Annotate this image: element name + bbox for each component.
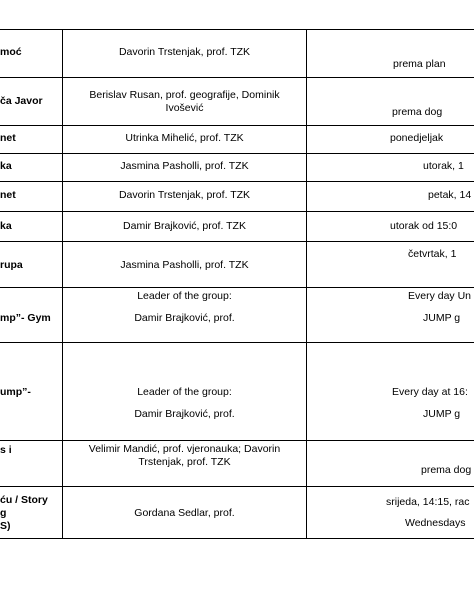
row-divider bbox=[0, 538, 474, 539]
schedule-text: Every day at 16: bbox=[392, 386, 468, 398]
teacher-name: Damir Brajković, prof. bbox=[134, 312, 235, 324]
teacher-name: Jasmina Pasholli, prof. TZK bbox=[120, 259, 249, 271]
teacher-name: Davorin Trstenjak, prof. TZK bbox=[118, 46, 251, 58]
activity-name: net bbox=[0, 132, 16, 144]
schedule-text: petak, 14 bbox=[428, 189, 472, 201]
activity-name: ka bbox=[0, 160, 12, 172]
group-leader-label: Leader of the group: bbox=[137, 290, 232, 302]
activity-name: ka bbox=[0, 220, 12, 232]
activity-name: rupa bbox=[0, 259, 23, 271]
row-divider bbox=[0, 181, 474, 182]
schedule-text: prema dog bbox=[421, 464, 472, 476]
row-divider bbox=[0, 440, 474, 441]
schedule-text: prema dog bbox=[392, 106, 443, 118]
schedule-text: prema plan bbox=[393, 58, 446, 70]
teacher-name: Damir Brajković, prof. TZK bbox=[123, 220, 246, 232]
schedule-text: utorak od 15:0 bbox=[390, 220, 458, 232]
teacher-name: Gordana Sedlar, prof. bbox=[134, 507, 235, 519]
schedule-text: utorak, 1 bbox=[423, 160, 464, 172]
row-divider bbox=[0, 211, 474, 212]
schedule-text: Wednesdays bbox=[405, 517, 466, 529]
activity-name: moć bbox=[0, 46, 22, 58]
teacher-name: Berislav Rusan, prof. geografije, Dominik bbox=[89, 89, 280, 101]
teacher-name: Velimir Mandić, prof. vjeronauka; Davorin bbox=[88, 443, 281, 455]
activity-name: ću / Story bbox=[0, 494, 48, 506]
row-divider bbox=[0, 486, 474, 487]
schedule-text: Every day Un bbox=[408, 290, 472, 302]
activity-name: mp”- Gym bbox=[0, 312, 51, 324]
column-divider bbox=[306, 29, 307, 539]
schedule-text: četvrtak, 1 bbox=[408, 248, 457, 260]
activity-name: ča Javor bbox=[0, 95, 43, 107]
teacher-name: Davorin Trstenjak, prof. TZK bbox=[118, 189, 251, 201]
activity-name: net bbox=[0, 189, 16, 201]
schedule-text: JUMP g bbox=[423, 408, 461, 420]
activity-name: s i bbox=[0, 444, 12, 456]
schedule-text: srijeda, 14:15, rac bbox=[386, 496, 470, 508]
activity-name: S) bbox=[0, 520, 11, 532]
schedule-text: JUMP g bbox=[423, 312, 461, 324]
row-divider bbox=[0, 287, 474, 288]
teacher-name: Utrinka Mihelić, prof. TZK bbox=[125, 132, 244, 144]
row-divider bbox=[0, 125, 474, 126]
group-leader-label: Leader of the group: bbox=[137, 386, 232, 398]
teacher-name: Ivošević bbox=[165, 102, 204, 114]
row-divider bbox=[0, 77, 474, 78]
row-divider bbox=[0, 241, 474, 242]
row-divider bbox=[0, 342, 474, 343]
schedule-text: ponedjeljak bbox=[390, 132, 444, 144]
teacher-name: Trstenjak, prof. TZK bbox=[138, 456, 231, 468]
row-divider bbox=[0, 29, 474, 30]
activity-name: g bbox=[0, 507, 7, 519]
teacher-name: Damir Brajković, prof. bbox=[134, 408, 235, 420]
activity-name: ump”- bbox=[0, 386, 31, 398]
row-divider bbox=[0, 153, 474, 154]
teacher-name: Jasmina Pasholli, prof. TZK bbox=[120, 160, 249, 172]
